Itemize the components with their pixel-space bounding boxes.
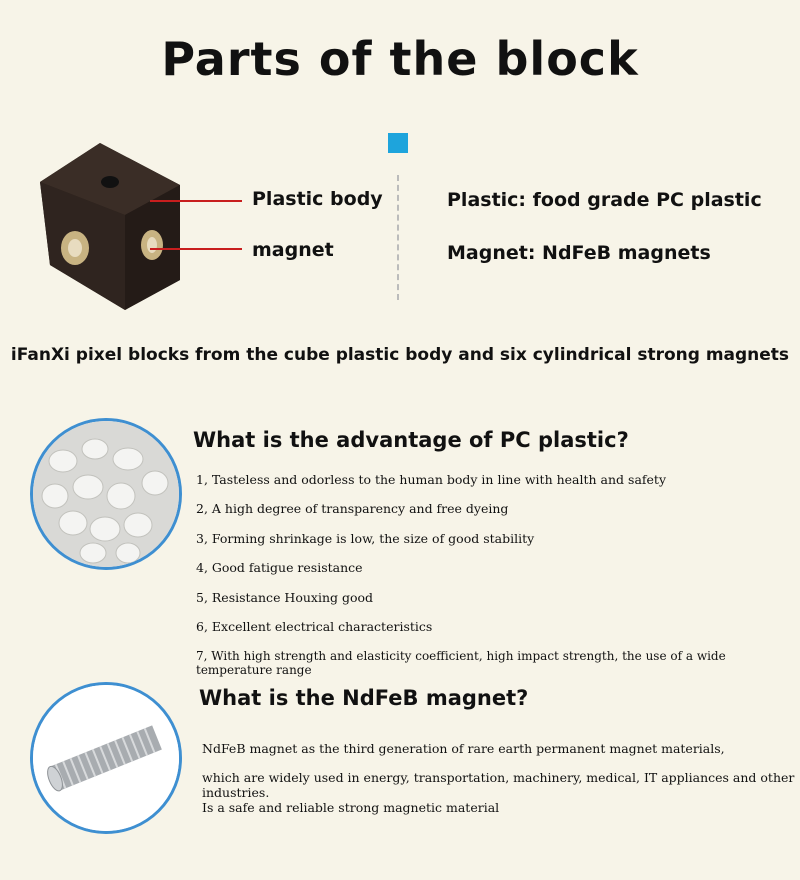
pc-item-1: 1, Tasteless and odorless to the human body in line with health and safety [196, 472, 667, 487]
accent-square [388, 133, 408, 153]
magnet-pointer-line [150, 248, 242, 250]
pc-item-3: 3, Forming shrinkage is low, the size of good stability [196, 531, 535, 546]
cube-image [30, 140, 190, 310]
ndfeb-line-1: NdFeB magnet as the third generation of rare earth permanent magnet materials, [202, 741, 725, 756]
pc-item-2: 2, A high degree of transparency and free dyeing [196, 501, 509, 516]
ndfeb-line-3: Is a safe and reliable strong magnetic material [202, 800, 500, 815]
pc-item-7: 7, With high strength and elasticity coefficient, high impact strength, the use of a wide temperature range [196, 649, 726, 677]
magnet-label: magnet [252, 239, 334, 261]
spec-magnet: Magnet: NdFeB magnets [447, 242, 711, 264]
caption: iFanXi pixel blocks from the cube plastic body and six cylindrical strong magnets [10, 345, 790, 365]
pc-item-6: 6, Excellent electrical characteristics [196, 619, 433, 634]
pc-item-5: 5, Resistance Houxing good [196, 590, 374, 605]
ndfeb-heading: What is the NdFeB magnet? [199, 686, 529, 710]
pc-heading: What is the advantage of PC plastic? [193, 428, 629, 452]
divider [397, 175, 399, 300]
ndfeb-magnets-image [30, 682, 182, 834]
pc-item-4: 4, Good fatigue resistance [196, 560, 363, 575]
spec-plastic: Plastic: food grade PC plastic [447, 189, 762, 211]
pc-pellets-image [30, 418, 182, 570]
page-title: Parts of the block [161, 32, 639, 86]
ndfeb-line-2: which are widely used in energy, transportation, machinery, medical, IT appliances and other industries. [202, 770, 795, 800]
body-pointer-line [150, 200, 242, 202]
plastic-body-label: Plastic body [252, 188, 383, 210]
